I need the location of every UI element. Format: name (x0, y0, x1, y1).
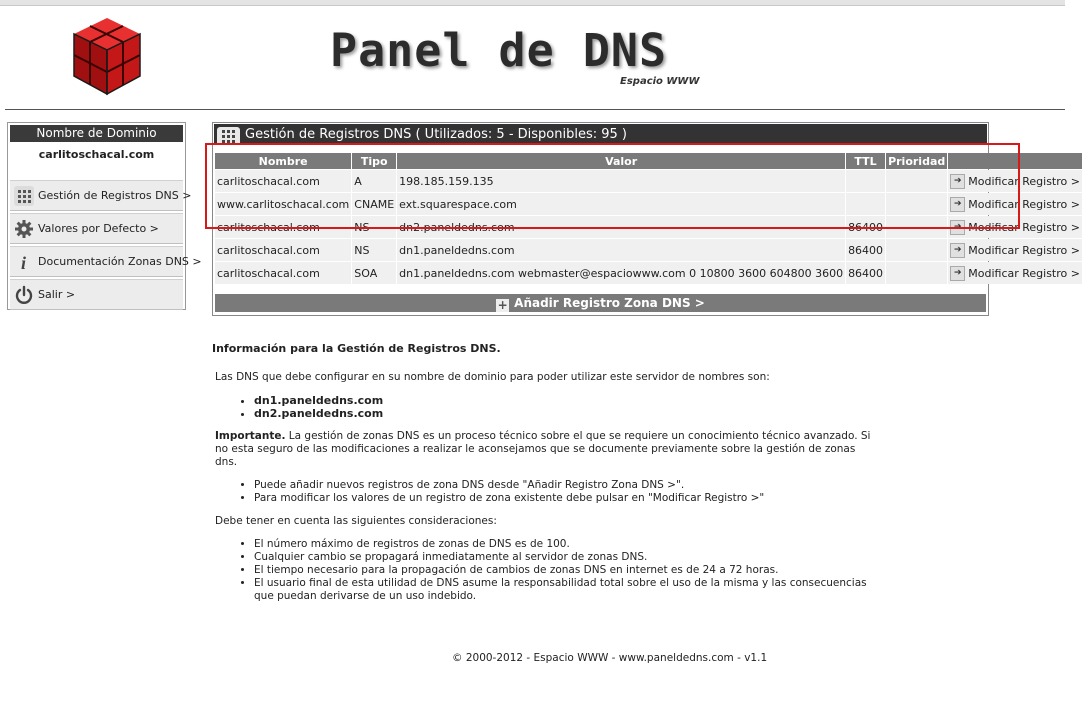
modify-record-label: Modificar Registro > (968, 221, 1080, 234)
gear-icon (14, 219, 34, 239)
cell-valor: ext.squarespace.com (397, 193, 845, 215)
cell-ttl (846, 170, 885, 192)
cell-valor: 198.185.159.135 (397, 170, 845, 192)
power-icon (14, 285, 34, 305)
tips-list (212, 479, 872, 505)
cell-ttl: 86400 (846, 262, 885, 284)
cell-prioridad (886, 216, 947, 238)
cell-nombre: www.carlitoschacal.com (215, 193, 351, 215)
modify-record-label: Modificar Registro > (968, 198, 1080, 211)
sidebar-item-dns-records[interactable] (10, 180, 192, 211)
column-header (948, 153, 1082, 169)
domain-name: carlitoschacal.com (38, 148, 155, 161)
tip-item: • Puede añadir nuevos registros de zona DNS desde "Añadir Registro Zona DNS >". (254, 479, 872, 492)
important-label: Importante. (215, 430, 286, 442)
arrow-right-icon: ➔ (950, 220, 965, 235)
sidebar-item-label: Gestión de Registros DNS > (38, 189, 192, 202)
considerations-intro: Debe tener en cuenta las siguientes consideraciones: (215, 515, 497, 527)
table-row (215, 170, 1082, 192)
nameserver-item: • dn2.paneldedns.com (254, 407, 872, 420)
info-section (212, 342, 872, 613)
cell-action (948, 262, 1082, 284)
panel-header (214, 124, 987, 145)
column-header: TTL (846, 153, 885, 169)
cubes-logo-icon (66, 14, 148, 98)
table-row (215, 193, 1082, 215)
sidebar-item-logout[interactable] (10, 279, 183, 310)
cell-tipo: A (352, 170, 396, 192)
add-dns-record-button[interactable] (215, 294, 986, 312)
cell-tipo: NS (352, 239, 396, 261)
modify-record-button[interactable] (950, 197, 1080, 212)
browser-top-bar (0, 0, 1065, 6)
nameserver-item: • dn1.paneldedns.com (254, 394, 872, 407)
sidebar-item-documentation[interactable] (10, 246, 202, 277)
modify-record-label: Modificar Registro > (968, 267, 1080, 280)
cell-valor: dn2.paneldedns.com (397, 216, 845, 238)
table-row (215, 262, 1082, 284)
cell-nombre: carlitoschacal.com (215, 170, 351, 192)
cell-prioridad (886, 170, 947, 192)
considerations-list (212, 538, 872, 603)
footer: © 2000-2012 - Espacio WWW - www.paneldedns.com - v1.1 (452, 652, 768, 664)
grid-icon (14, 186, 34, 206)
sidebar (7, 122, 202, 310)
cell-nombre: carlitoschacal.com (215, 216, 351, 238)
modify-record-label: Modificar Registro > (968, 244, 1080, 257)
info-intro: Las DNS que debe configurar en su nombre de dominio para poder utilizar este servidor de nombres son: (215, 371, 770, 383)
sidebar-title: Nombre de Dominio (10, 125, 183, 142)
cell-action (948, 239, 1082, 261)
arrow-right-icon: ➔ (950, 197, 965, 212)
column-header: Valor (397, 153, 845, 169)
arrow-right-icon: ➔ (950, 174, 965, 189)
important-note (215, 430, 872, 469)
cell-tipo: SOA (352, 262, 396, 284)
app-subtitle: Espacio WWW (620, 76, 700, 87)
cell-ttl: 86400 (846, 239, 885, 261)
modify-record-label: Modificar Registro > (968, 175, 1080, 188)
cell-ttl (846, 193, 885, 215)
info-icon (14, 252, 34, 272)
plus-icon: + (497, 298, 508, 312)
header-divider (5, 109, 1065, 110)
cell-valor: dn1.paneldedns.com webmaster@espaciowww.com 0 10800 3600 604800 3600 (397, 262, 845, 284)
consideration-item: • El número máximo de registros de zonas de DNS es de 100. (254, 538, 872, 551)
cell-action (948, 170, 1082, 192)
app-title: Panel de DNS (330, 24, 668, 77)
arrow-right-icon: ➔ (950, 243, 965, 258)
sidebar-item-label: Valores por Defecto > (38, 222, 159, 235)
consideration-item: • El tiempo necesario para la propagación de cambios de zonas DNS en internet es de 24 a 72 horas. (254, 564, 872, 577)
table-row (215, 239, 1082, 261)
sidebar-item-default-values[interactable] (10, 213, 183, 244)
cell-tipo: CNAME (352, 193, 396, 215)
add-dns-record-label: Añadir Registro Zona DNS > (514, 296, 705, 310)
table-header-row (215, 153, 1082, 169)
modify-record-button[interactable] (950, 243, 1080, 258)
info-heading: Información para la Gestión de Registros DNS. (212, 342, 501, 355)
cell-nombre: carlitoschacal.com (215, 262, 351, 284)
column-header: Prioridad (888, 154, 946, 168)
consideration-item: • Cualquier cambio se propagará inmediatamente al servidor de zonas DNS. (254, 551, 872, 564)
dns-records-table (214, 152, 1083, 285)
grid-icon (217, 127, 240, 144)
column-header: Tipo (352, 153, 396, 169)
column-header: Nombre (215, 153, 351, 169)
cell-prioridad (886, 262, 947, 284)
cell-tipo: NS (352, 216, 396, 238)
dns-records-panel (212, 122, 1080, 316)
cell-ttl: 86400 (846, 216, 885, 238)
svg-text:i: i (21, 253, 27, 273)
table-row (215, 216, 1082, 238)
cell-nombre: carlitoschacal.com (215, 239, 351, 261)
modify-record-button[interactable] (950, 220, 1080, 235)
cell-action (948, 216, 1082, 238)
cell-valor: dn1.paneldedns.com (397, 239, 845, 261)
nameserver-list (212, 394, 872, 420)
consideration-item: • El usuario final de esta utilidad de DNS asume la responsabilidad total sobre el uso de la misma y las consecuencias que puedan derivarse de un uso indebido. (254, 577, 872, 603)
modify-record-button[interactable] (950, 174, 1080, 189)
cell-prioridad (886, 239, 947, 261)
important-text: La gestión de zonas DNS es un proceso técnico sobre el que se requiere un conocimiento técnico avanzado. Si no esta seguro de las modificaciones a realizar le aconsejamos que se documente previamente sobre la gestión de zonas dns. (215, 430, 871, 468)
sidebar-item-label: Salir > (38, 288, 76, 301)
arrow-right-icon: ➔ (950, 266, 965, 281)
cell-action (948, 193, 1082, 215)
cell-prioridad (886, 193, 947, 215)
sidebar-item-label: Documentación Zonas DNS > (38, 255, 202, 268)
modify-record-button[interactable] (950, 266, 1080, 281)
tip-item: • Para modificar los valores de un registro de zona existente debe pulsar en "Modificar Registro >" (254, 492, 872, 505)
panel-title: Gestión de Registros DNS ( Utilizados: 5 - Disponibles: 95 ) (245, 127, 627, 142)
